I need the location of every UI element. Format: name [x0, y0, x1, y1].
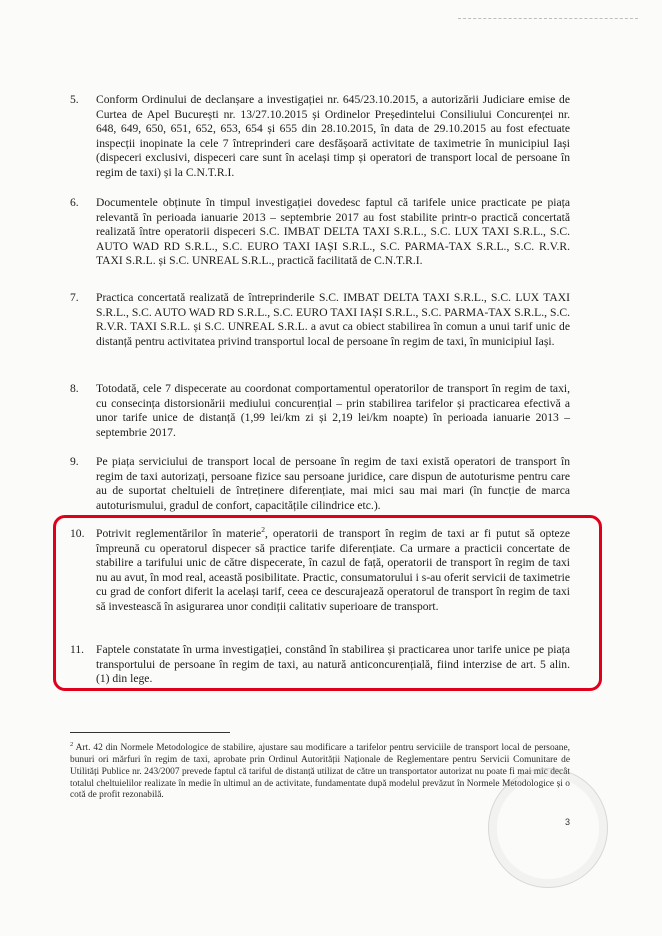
paragraph-number: 5.	[70, 93, 79, 106]
footnote-text: Art. 42 din Normele Metodologice de stabilire, ajustare sau modificare a tarifelor pentru serviciile de transport local de persoane, bunuri ori mărfuri în regim de taxi, aprobate prin Ordinul Autorității Naționale de Reglementare pentru Servicii Comunitare de Utilități Publice nr. 243/2007 prevede faptul că tariful de distanță utilizat de către un transportator autorizat nu poate fi mai mic decât totalul cheltuielilor realizate în medie în ultimul an de activitate, fundamentate după modelul prevăzut în Normele Metodologice și o cotă de profit rezonabilă.	[70, 743, 570, 801]
paragraph-number: 10.	[70, 527, 85, 540]
paragraph-text	[96, 527, 570, 615]
paragraph-6	[70, 196, 570, 269]
paragraph-8	[70, 382, 570, 440]
footnote	[70, 739, 570, 802]
paragraph-number: 8.	[70, 382, 79, 395]
paragraph-text: Practica concertată realizată de întreprinderile S.C. IMBAT DELTA TAXI S.R.L., S.C. LUX TAXI S.R.L., S.C. AUTO WAD RD S.R.L., S.C. EURO TAXI IAȘI S.R.L., S.C. PARMA-TAX S.R.L., S.C. R.V.R. TAXI S.R.L. și S.C. UNREAL S.R.L. a avut ca obiect stabilirea în comun a unui tarif unic de distanță pentru activitatea privind transportul local de persoane în regim de taxi, în municipiul Iași.	[96, 291, 570, 348]
footnote-reference[interactable]: 2	[261, 525, 265, 535]
paragraph-number: 7.	[70, 291, 79, 304]
footnote-separator	[70, 732, 230, 733]
paragraph-9	[70, 455, 570, 513]
footnote-mark: 2	[70, 741, 74, 748]
paragraph-text-part: Potrivit reglementărilor în materie	[96, 527, 262, 540]
page-number: 3	[565, 817, 571, 827]
paragraph-7	[70, 291, 570, 349]
paragraph-number: 11.	[70, 643, 85, 656]
paragraph-11	[70, 643, 570, 687]
paragraph-text: Totodată, cele 7 dispecerate au coordonat comportamentul operatorilor de transport în regim de taxi, cu consecința distorsionării mediului concurențial – prin stabilirea tarifelor și practicarea efectivă a unor tarife unice de distanță (1,99 lei/km zi și 2,19 lei/km noapte) în perioada ianuarie 2013 – septembrie 2017.	[96, 382, 570, 439]
paragraph-number: 6.	[70, 196, 79, 209]
paragraph-text: Documentele obținute în timpul investigației dovedesc faptul că tarifele unice practicate pe piața relevantă în perioada ianuarie 2013 – septembrie 2017 au fost stabilite printr-o practică concertată realizată între operatorii dispeceri S.C. IMBAT DELTA TAXI S.R.L., S.C. LUX TAXI S.R.L., S.C. AUTO WAD RD S.R.L., S.C. EURO TAXI IAȘI S.R.L., S.C. PARMA-TAX S.R.L., S.C. R.V.R. TAXI S.R.L. și S.C. UNREAL S.R.L., practică facilitată de C.N.T.R.I.	[96, 196, 570, 268]
paragraph-5	[70, 93, 570, 181]
paragraph-text: Pe piața serviciului de transport local de persoane în regim de taxi există operatori de transport în regim de taxi autorizați, persoane fizice sau persoane juridice, care dispun de autoturisme pentru care au de suportat cheltuieli de întreținere diferențiate, mai mici sau mai mari (în funcție de marca autoturismului, gradul de confort, capacitățile cilindrice etc.).	[96, 455, 570, 512]
stamp-seal	[488, 768, 608, 888]
paragraph-text: Conform Ordinului de declanșare a investigației nr. 645/23.10.2015, a autorizării Judiciare emise de Curtea de Apel București nr. 13/27.10.2015 și Ordinelor Președintelui Consiliului Concurenței nr. 648, 649, 650, 651, 652, 653, 654 și 655 din 28.10.2015, în data de 29.10.2015 au fost efectuate inspecții inopinate la cele 7 întreprinderi care desfășoară activitate de taximetrie în municipiul Iași (dispeceri exclusivi, dispeceri care sunt în același timp și operatori de transport local de persoane în regim de taxi) și la C.N.T.R.I.	[96, 93, 570, 179]
paragraph-text: Faptele constatate în urma investigației, constând în stabilirea și practicarea unor tarife unice pe piața transportului de persoane în regim de taxi, au natură anticoncurențială, fiind interzise de art. 5 alin. (1) din lege.	[96, 643, 570, 686]
paragraph-10	[70, 527, 570, 615]
paragraph-number: 9.	[70, 455, 79, 468]
header-rule	[458, 18, 638, 19]
paragraph-text-part: , operatorii de transport în regim de taxi ar fi putut să opteze împreună cu operatorul dispecer să practice tarife diferențiate. Ca urmare a practicii concertate de stabilire a tarifului unic de către dispecerate, în cazul de față, operatorii de transport în regim de taxi nu au avut, în mod real, această posibilitate. Practic, consumatorului i s-au oferit servicii de taximetrie cu grad de confort diferit la același tarif, ceea ce descurajează operatorul de transport în regim de taxi să investească în asigurarea unor condiții calitativ superioare de transport.	[96, 527, 570, 613]
